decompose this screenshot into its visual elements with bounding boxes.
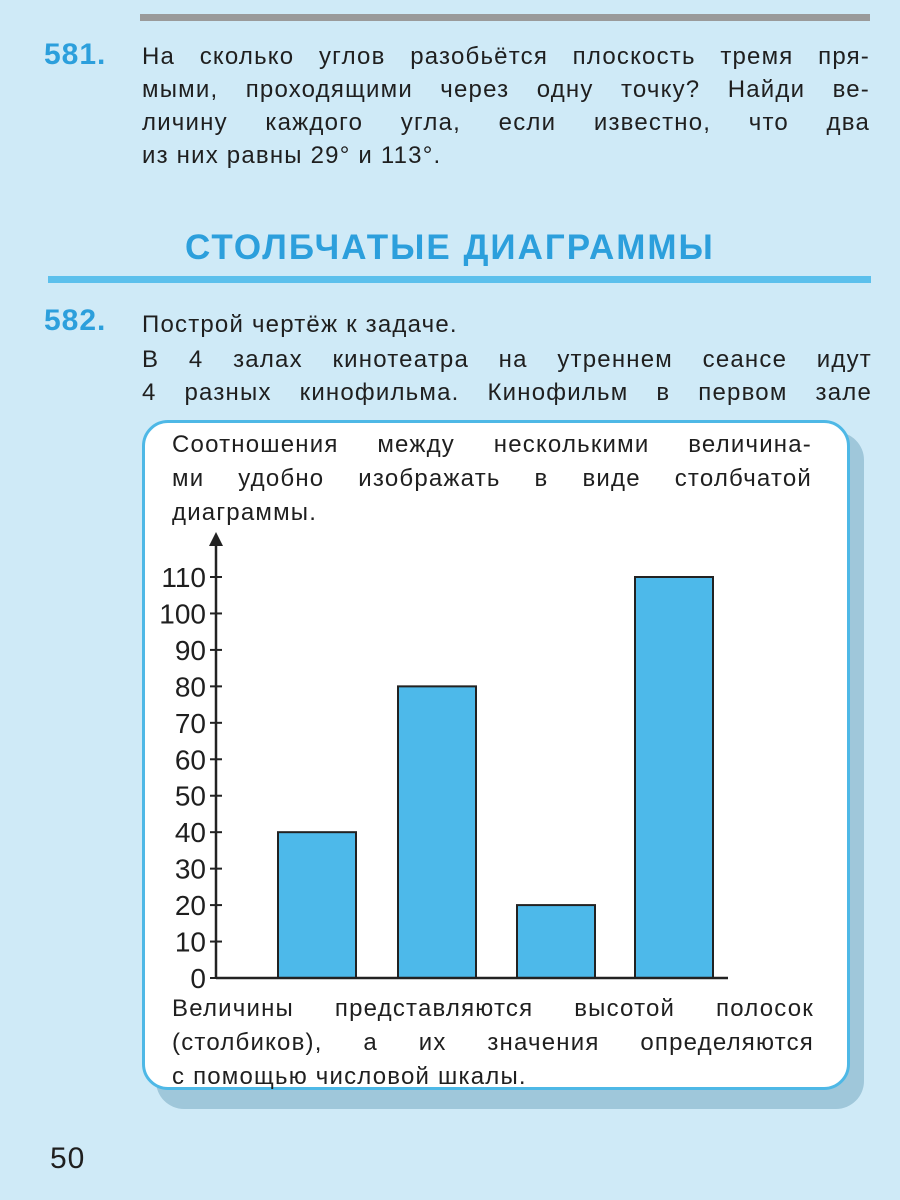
chart-bar-1 xyxy=(278,832,356,978)
problem-581-line-2: мыми, проходящими через одну точку? Найди ве- xyxy=(142,76,870,103)
y-tick-label-60: 60 xyxy=(174,744,206,776)
problem-582-number: 582. xyxy=(44,304,107,337)
y-tick-label-20: 20 xyxy=(174,890,206,922)
y-tick-label-110: 110 xyxy=(161,562,206,593)
y-tick-label-0: 0 xyxy=(190,963,206,994)
problem-581-number: 581. xyxy=(44,38,107,71)
info-outro-line-1: Величины представляются высотой полосок xyxy=(172,995,814,1022)
info-intro-line-1: Соотношения между несколькими величина- xyxy=(172,431,812,458)
page-number: 50 xyxy=(50,1142,86,1175)
y-tick-label-40: 40 xyxy=(174,817,206,849)
y-tick-label-90: 90 xyxy=(174,634,206,666)
info-outro-line-2: (столбиков), а их значения определяются xyxy=(172,1029,814,1056)
problem-581-line-4: из них равны 29° и 113°. xyxy=(142,142,442,169)
chart-bar-4 xyxy=(635,577,713,978)
y-axis-arrow-icon xyxy=(209,532,223,546)
problem-582-first-line: Построй чертёж к задаче. xyxy=(142,311,458,338)
info-box-outro xyxy=(172,992,814,1094)
y-tick-label-30: 30 xyxy=(174,853,206,885)
info-outro-line-3: с помощью числовой шкалы. xyxy=(172,1063,527,1090)
problem-582-line-3: 4 разных кинофильма. Кинофильм в первом зале xyxy=(142,379,872,406)
y-tick-label-80: 80 xyxy=(174,671,206,703)
chart-bar-2 xyxy=(398,686,476,978)
problem-582-line-2: В 4 залах кинотеатра на утреннем сеансе идут xyxy=(142,346,872,373)
y-tick-label-50: 50 xyxy=(174,780,206,812)
y-tick-label-100: 100 xyxy=(159,598,206,630)
info-intro-line-3: диаграммы. xyxy=(172,499,318,526)
info-intro-line-2: ми удобно изображать в виде столбчатой xyxy=(172,465,812,492)
y-tick-label-70: 70 xyxy=(174,707,206,739)
section-heading: СТОЛБЧАТЫЕ ДИАГРАММЫ xyxy=(185,228,715,267)
problem-581-line-1: На сколько углов разобьётся плоскость тремя пря- xyxy=(142,43,870,70)
problem-581-line-3: личину каждого угла, если известно, что два xyxy=(142,109,870,136)
y-tick-label-10: 10 xyxy=(174,926,206,958)
chart-bar-3 xyxy=(517,905,595,978)
